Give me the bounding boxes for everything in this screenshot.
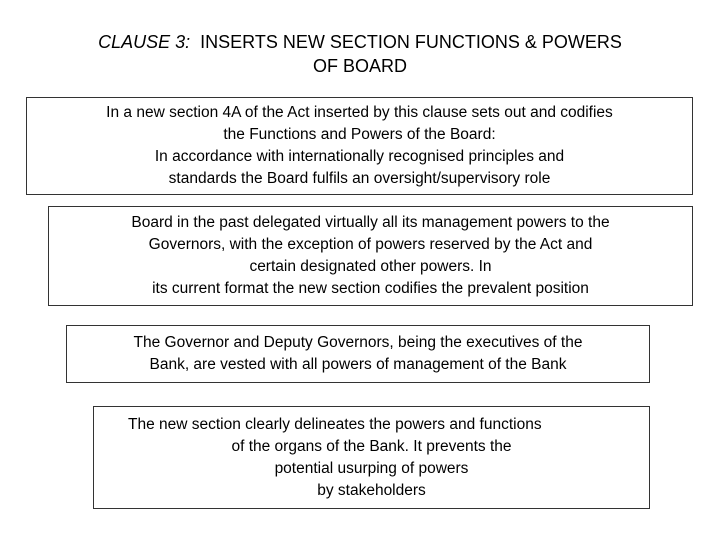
text-line: certain designated other powers. In [249,258,492,275]
text-line: potential usurping of powers [274,459,469,477]
text-line: In a new section 4A of the Act inserted by this clause sets out and codifies [106,104,613,121]
text-line: the Functions and Powers of the Board: [223,126,496,143]
title-line-1 [40,30,680,54]
text-line: Governors, with the exception of powers reserved by the Act and [148,236,593,253]
text-box-section-4a [26,97,693,195]
title-heading: INSERTS NEW SECTION FUNCTIONS & POWERS [200,32,622,52]
text-line: Bank, are vested with all powers of management of the Bank [149,356,567,373]
text-line: standards the Board fulfils an oversight/supervisory role [168,170,551,187]
text-line: In accordance with internationally recognised principles and [154,148,565,165]
text-line: its current format the new section codifies the prevalent position [152,280,589,297]
text-box-delegation [48,206,693,306]
text-line: by stakeholders [317,481,426,499]
text-box-delineation [93,406,650,509]
slide-title [40,30,680,78]
text-box-governors [66,325,650,383]
clause-label: CLAUSE 3: [98,32,191,52]
text-line: The Governor and Deputy Governors, being the executives of the [133,334,583,351]
title-line-2: OF BOARD [312,56,407,76]
text-line: The new section clearly delineates the powers and functions [128,415,542,433]
text-line: Board in the past delegated virtually all its management powers to the [131,214,610,231]
text-line: of the organs of the Bank. It prevents the [231,437,512,455]
